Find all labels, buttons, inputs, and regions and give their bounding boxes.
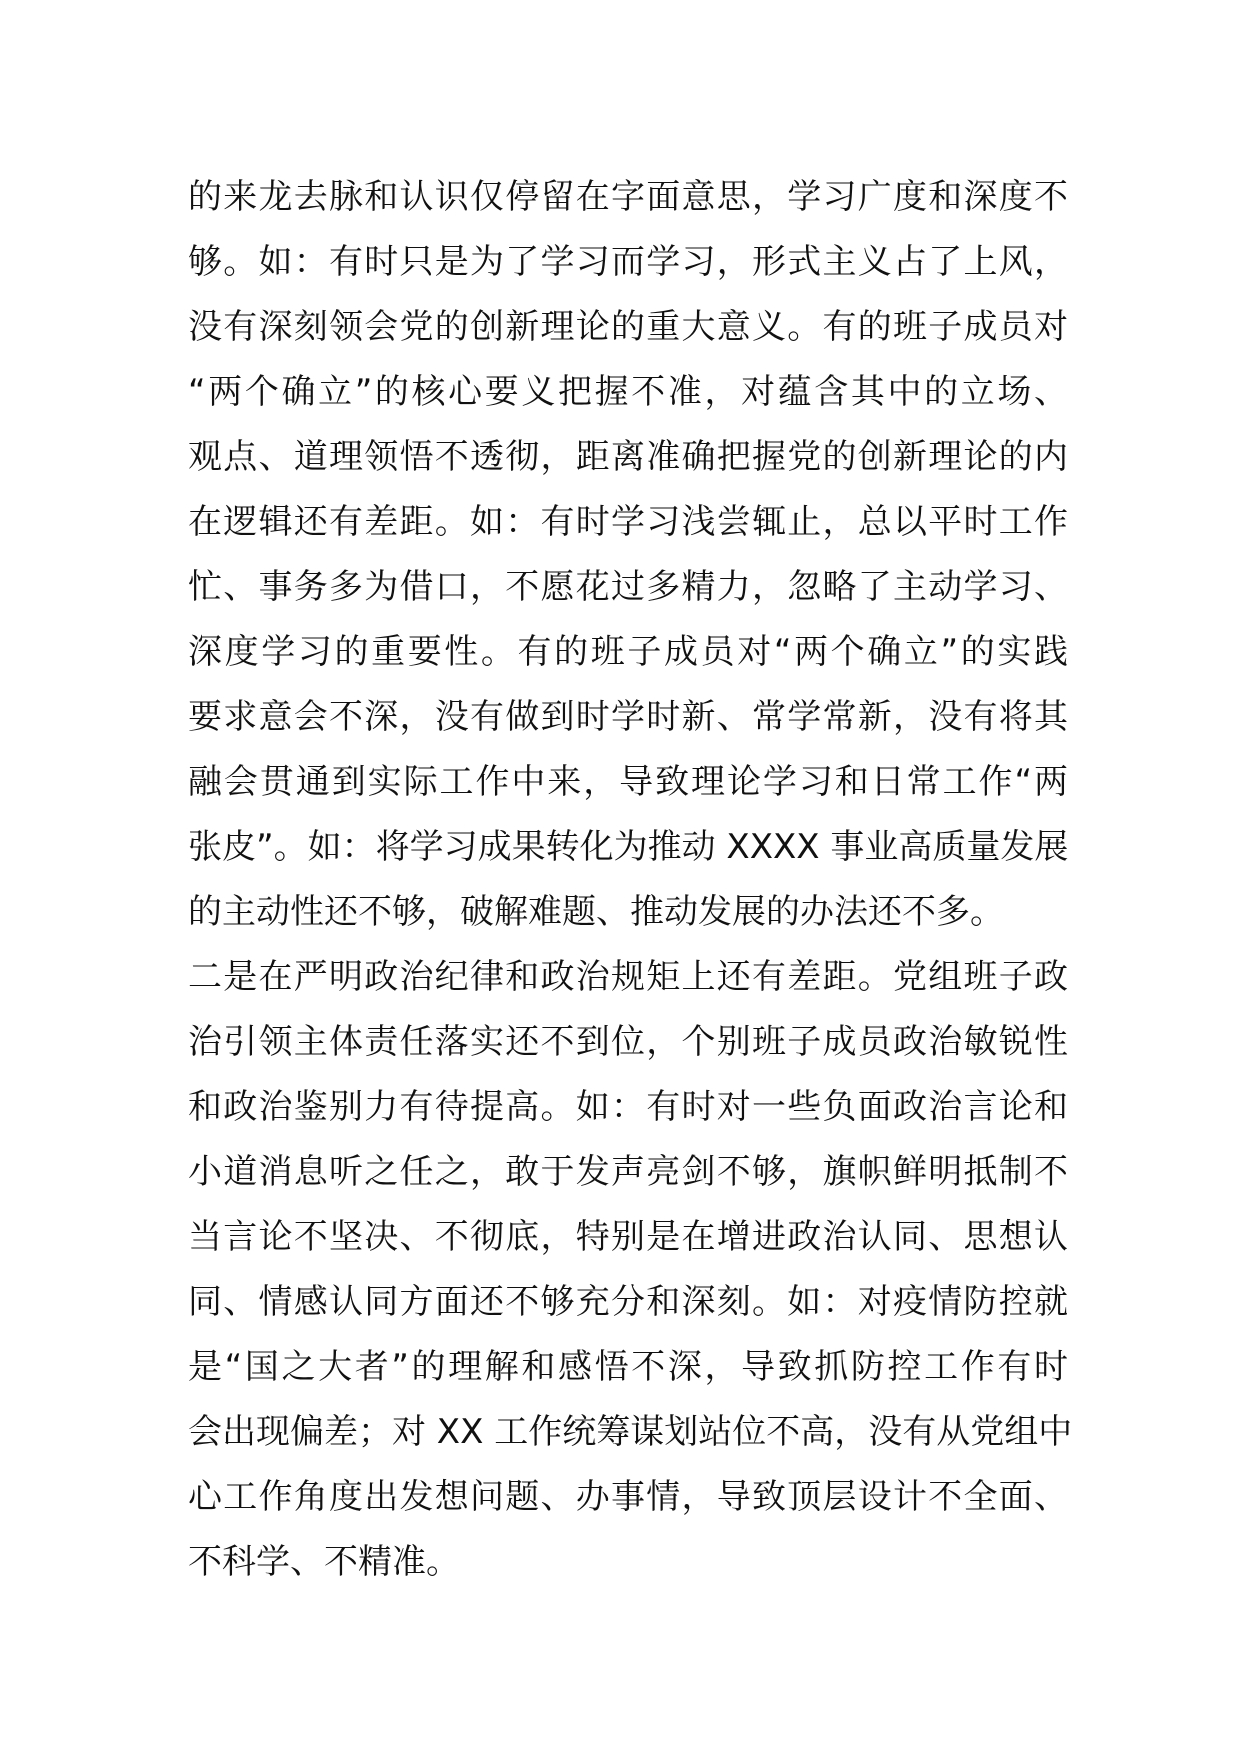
text-line: 不科学、不精准。 xyxy=(188,1542,460,1582)
body-text xyxy=(188,165,1073,1595)
text-line: 的来龙去脉和认识仅停留在字面意思，学习广度和深度不 xyxy=(188,177,1068,217)
text-line: 的主动性还不够，破解难题、推动发展的办法还不多。 xyxy=(188,892,1004,932)
text-line: 心工作角度出发想问题、办事情，导致顶层设计不全面、 xyxy=(188,1477,1068,1517)
text-line: 和政治鉴别力有待提高。如：有时对一些负面政治言论和 xyxy=(188,1087,1068,1127)
text-line: 观点、道理领悟不透彻，距离准确把握党的创新理论的内 xyxy=(188,437,1068,477)
text-line: “两个确立”的核心要义把握不准，对蕴含其中的立场、 xyxy=(188,372,1068,412)
text-line: 忙、事务多为借口，不愿花过多精力，忽略了主动学习、 xyxy=(188,567,1068,607)
text-line: 二是在严明政治纪律和政治规矩上还有差距。党组班子政 xyxy=(188,957,1068,997)
text-line: 融会贯通到实际工作中来，导致理论学习和日常工作“两 xyxy=(188,762,1068,802)
text-line: 要求意会不深，没有做到时学时新、常学常新，没有将其 xyxy=(188,697,1068,737)
text-line: 是“国之大者”的理解和感悟不深，导致抓防控工作有时 xyxy=(188,1347,1068,1387)
text-line: 同、情感认同方面还不够充分和深刻。如：对疫情防控就 xyxy=(188,1282,1068,1322)
text-line: 治引领主体责任落实还不到位，个别班子成员政治敏锐性 xyxy=(188,1022,1068,1062)
text-line: 够。如：有时只是为了学习而学习，形式主义占了上风， xyxy=(188,242,1068,282)
text-line: 当言论不坚决、不彻底，特别是在增进政治认同、思想认 xyxy=(188,1217,1068,1257)
text-line: 小道消息听之任之，敢于发声亮剑不够，旗帜鲜明抵制不 xyxy=(188,1152,1068,1192)
text-line: 会出现偏差；对 XX 工作统筹谋划站位不高，没有从党组中 xyxy=(188,1412,1073,1452)
text-line: 没有深刻领会党的创新理论的重大意义。有的班子成员对 xyxy=(188,307,1068,347)
text-line: 张皮”。如：将学习成果转化为推动 XXXX 事业高质量发展 xyxy=(188,827,1069,867)
text-line: 在逻辑还有差距。如：有时学习浅尝辄止，总以平时工作 xyxy=(188,502,1068,542)
text-line: 深度学习的重要性。有的班子成员对“两个确立”的实践 xyxy=(188,632,1068,672)
